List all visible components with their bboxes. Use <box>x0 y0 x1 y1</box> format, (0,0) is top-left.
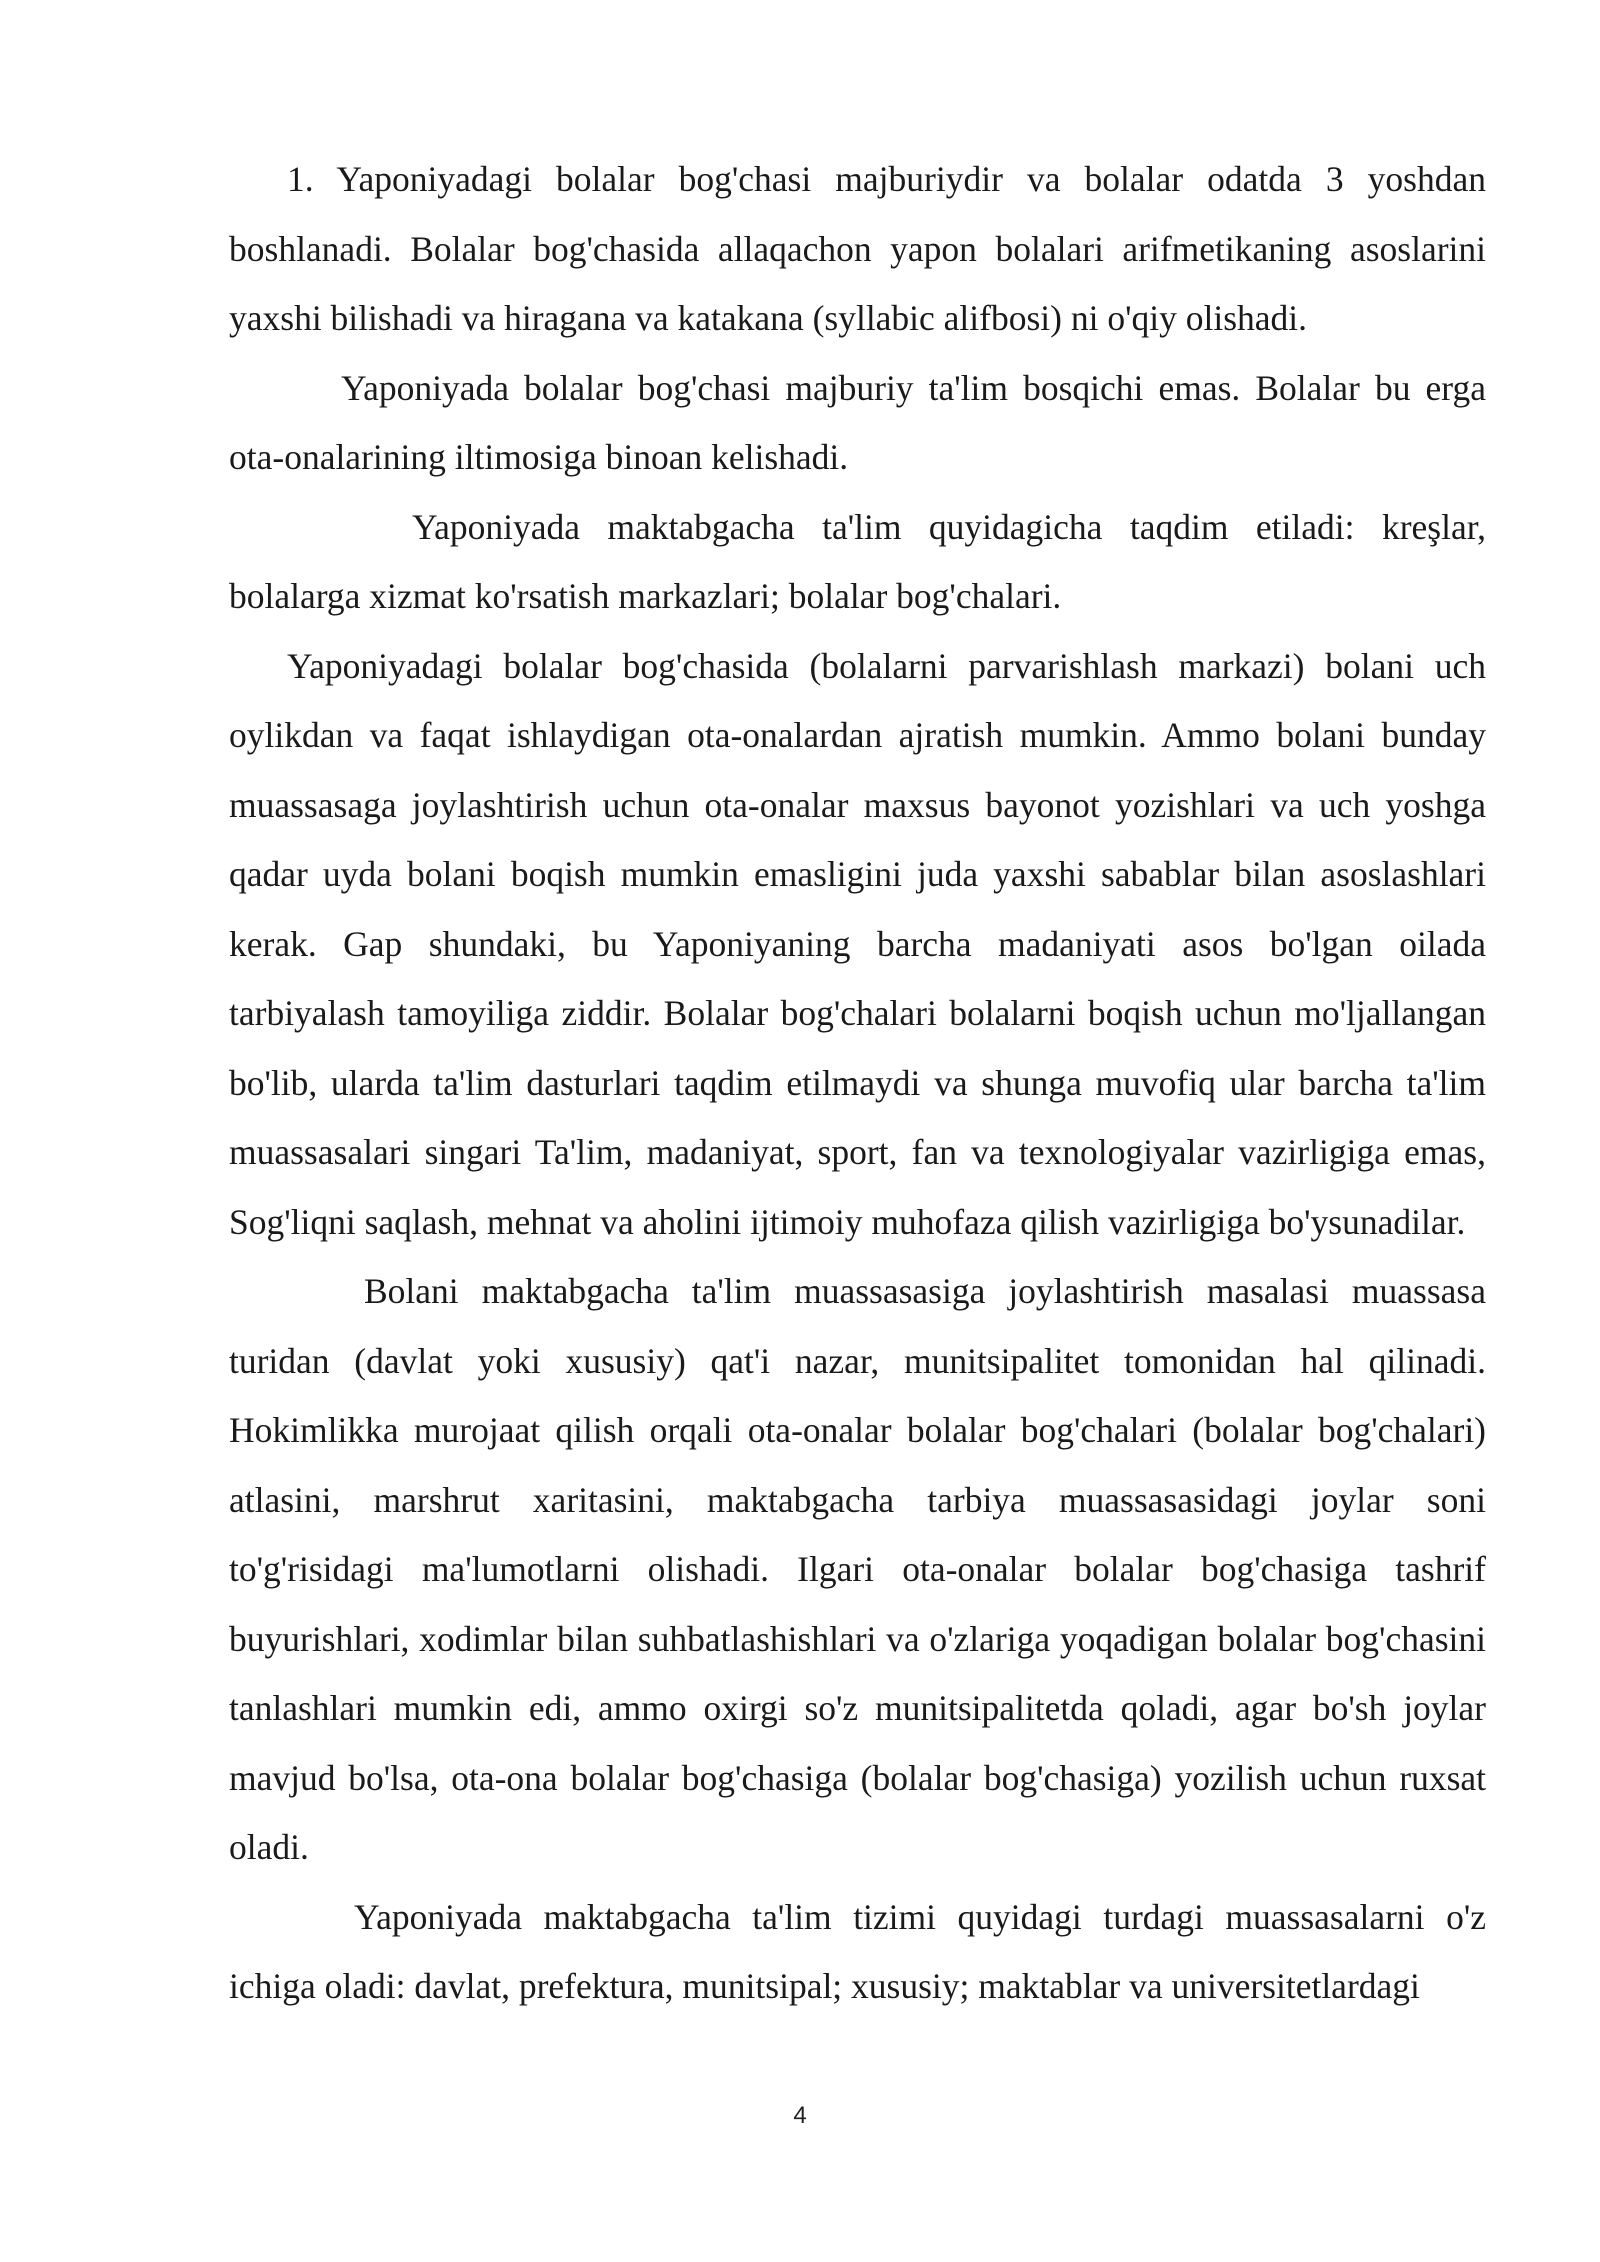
paragraph-2: Yaponiyada bolalar bog'chasi majburiy ta'lim bosqichi emas. Bolalar bu erga ota-onalarining iltimosiga binoan kelishadi. <box>229 367 1486 477</box>
paragraph-3: Yaponiyada maktabgacha ta'lim quyidagicha taqdim etiladi: kreşlar, bolalarga xizmat ko'rsatish markazlari; bolalar bog'chalari. <box>229 506 1486 616</box>
page-number: 4 <box>793 2102 807 2129</box>
paragraph-6: Yaponiyada maktabgacha ta'lim tizimi quyidagi turdagi muassasalarni o'z ichiga oladi: davlat, prefektura, munitsipal; xususiy; maktablar va universitetlardagi <box>229 1896 1486 2006</box>
document-body <box>229 145 1486 2022</box>
paragraph-1: 1. Yaponiyadagi bolalar bog'chasi majburiydir va bolalar odatda 3 yoshdan boshlanadi. Bolalar bog'chasida allaqachon yapon bolalari arifmetikaning asoslarini yaxshi bilishadi va hiragana va katakana (syllabic alifbosi) ni o'qiy olishadi. <box>229 159 1486 338</box>
paragraph-5: Bolani maktabgacha ta'lim muassasasiga joylashtirish masalasi muassasa turidan (davlat yoki xususiy) qat'i nazar, munitsipalitet tomonidan hal qilinadi. Hokimlikka murojaat qilish orqali ota-onalar bolalar bog'chalari (bolalar bog'chalari) atlasini, marshrut xaritasini, maktabgacha tarbiya muassasasidagi joylar soni to'g'risidagi ma'lumotlarni olishadi. Ilgari ota-onalar bolalar bog'chasiga tashrif buyurishlari, xodimlar bilan suhbatlashishlari va o'zlariga yoqadigan bolalar bog'chasini tanlashlari mumkin edi, ammo oxirgi so'z munitsipalitetda qoladi, agar bo'sh joylar mavjud bo'lsa, ota-ona bolalar bog'chasiga (bolalar bog'chasiga) yozilish uchun ruxsat oladi. <box>229 1271 1486 1867</box>
paragraph-4: Yaponiyadagi bolalar bog'chasida (bolalarni parvarishlash markazi) bolani uch oylikdan va faqat ishlaydigan ota-onalardan ajratish mumkin. Ammo bolani bunday muassasaga joylashtirish uchun ota-onalar maxsus bayonot yozishlari va uch yoshga qadar uyda bolani boqish mumkin emasligini juda yaxshi sabablar bilan asoslashlari kerak. Gap shundaki, bu Yaponiyaning barcha madaniyati asos bo'lgan oilada tarbiyalash tamoyiliga ziddir. Bolalar bog'chalari bolalarni boqish uchun mo'ljallangan bo'lib, ularda ta'lim dasturlari taqdim etilmaydi va shunga muvofiq ular barcha ta'lim muassasalari singari Ta'lim, madaniyat, sport, fan va texnologiyalar vazirligiga emas, Sog'liqni saqlash, mehnat va aholini ijtimoiy muhofaza qilish vazirligiga bo'ysunadilar. <box>229 645 1486 1242</box>
